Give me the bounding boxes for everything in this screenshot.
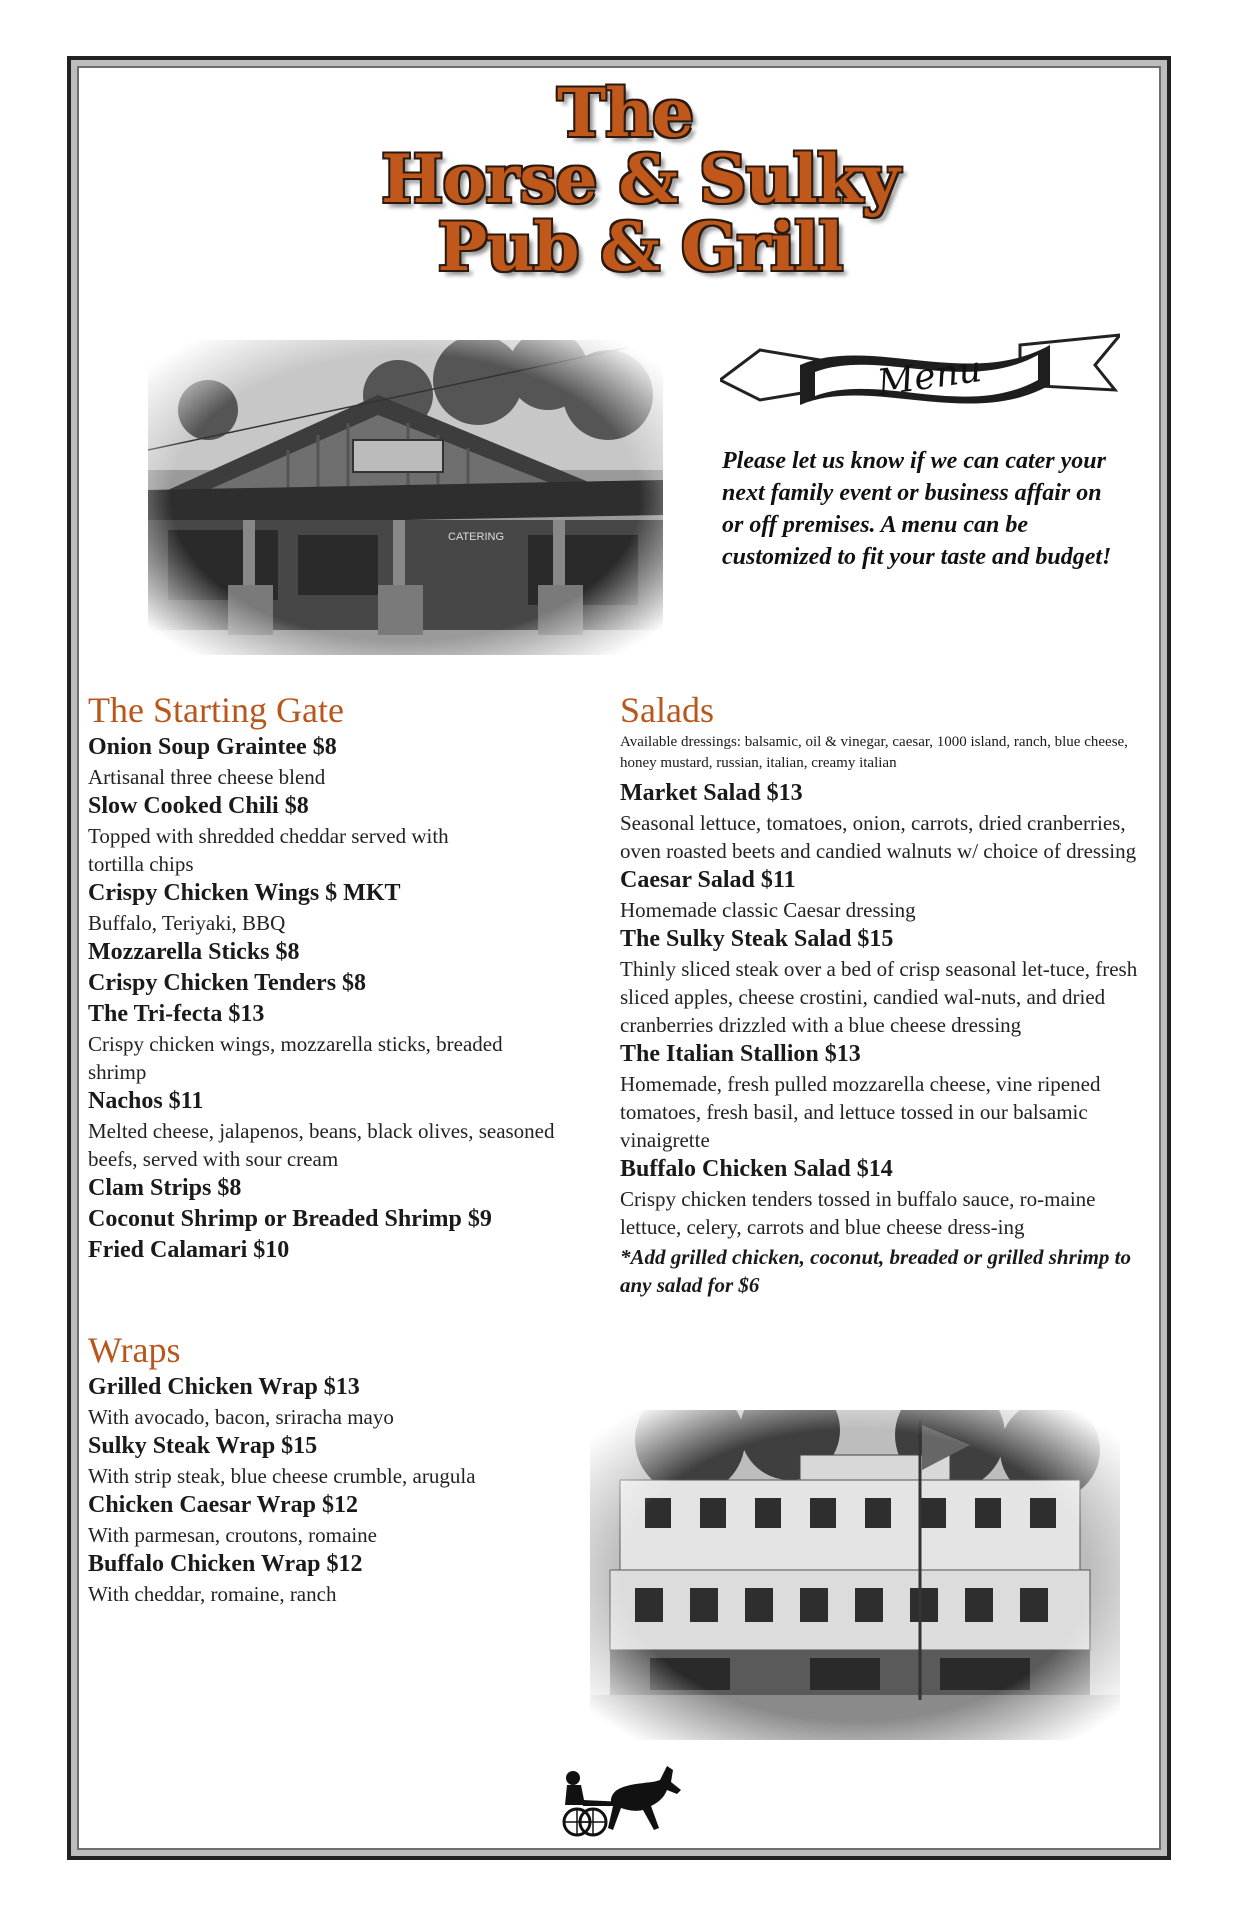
item-name: Crispy Chicken Wings $ MKT	[88, 880, 401, 906]
menu-label: Menu	[874, 348, 985, 405]
item-name: Sulky Steak Wrap $15	[88, 1433, 318, 1459]
item-desc: Topped with shredded cheddar served with tortilla chips	[88, 824, 449, 876]
item-name: Fried Calamari $10	[88, 1237, 290, 1263]
menu-item	[88, 999, 608, 1086]
title-line-1: The	[556, 74, 694, 152]
horse-and-sulky-icon	[555, 1760, 685, 1840]
restaurant-title	[340, 74, 940, 286]
menu-item	[88, 1549, 608, 1608]
item-name: Grilled Chicken Wrap $13	[88, 1374, 360, 1400]
menu-item	[88, 1086, 608, 1173]
title-line-2: Horse & Sulky	[381, 140, 899, 218]
right-column	[620, 688, 1150, 1320]
menu-item	[88, 791, 608, 878]
left-column	[88, 688, 608, 1608]
item-name: Onion Soup Graintee $8	[88, 734, 337, 760]
item-name: Nachos $11	[88, 1088, 204, 1114]
item-desc: Crispy chicken tenders tossed in buffalo sauce, ro-maine lettuce, celery, carrots and blue cheese dress-ing	[620, 1187, 1096, 1239]
item-name: Market Salad $13	[620, 780, 803, 806]
item-name: Clam Strips $8	[88, 1175, 242, 1201]
item-name: Chicken Caesar Wrap $12	[88, 1492, 359, 1518]
item-desc: Melted cheese, jalapenos, beans, black olives, seasoned beefs, served with sour cream	[88, 1119, 555, 1171]
item-desc: With cheddar, romaine, ranch	[88, 1582, 337, 1606]
menu-item	[88, 1490, 608, 1549]
item-name: The Italian Stallion $13	[620, 1041, 861, 1067]
menu-item	[88, 732, 608, 791]
wraps-title: Wraps	[88, 1330, 181, 1370]
menu-item	[88, 1173, 608, 1204]
item-desc: Homemade, fresh pulled mozzarella cheese, vine ripened tomatoes, fresh basil, and lettuce tossed in our balsamic vinaigrette	[620, 1072, 1101, 1152]
title-line-3: Pub & Grill	[437, 208, 843, 286]
item-desc: Buffalo, Teriyaki, BBQ	[88, 911, 286, 935]
menu-item	[88, 878, 608, 937]
item-name: Caesar Salad $11	[620, 867, 796, 893]
inn-building-photo	[590, 1410, 1120, 1740]
menu-item	[620, 924, 1150, 1039]
starting-gate-title: The Starting Gate	[88, 690, 344, 730]
item-desc: Homemade classic Caesar dressing	[620, 898, 916, 922]
salads-title: Salads	[620, 690, 714, 730]
add-protein-note: *Add grilled chicken, coconut, breaded or grilled shrimp to any salad for $6	[620, 1245, 1132, 1297]
menu-item	[88, 1235, 608, 1266]
dressings-note: Available dressings: balsamic, oil & vinegar, caesar, 1000 island, ranch, blue cheese, honey mustard, russian, italian, creamy italian	[620, 734, 1128, 771]
pub-building-photo	[148, 340, 663, 655]
item-name: Mozzarella Sticks $8	[88, 939, 300, 965]
item-desc: Artisanal three cheese blend	[88, 765, 326, 789]
menu-item	[88, 1372, 608, 1431]
wraps-section	[88, 1328, 608, 1608]
menu-item	[620, 865, 1150, 924]
item-name: The Sulky Steak Salad $15	[620, 926, 894, 952]
item-name: Slow Cooked Chili $8	[88, 793, 309, 819]
item-desc: Crispy chicken wings, mozzarella sticks, breaded shrimp	[88, 1032, 503, 1084]
menu-item	[620, 778, 1150, 865]
menu-item	[620, 1154, 1150, 1241]
menu-item	[88, 968, 608, 999]
item-name: Buffalo Chicken Salad $14	[620, 1156, 893, 1182]
item-name: Coconut Shrimp or Breaded Shrimp $9	[88, 1206, 492, 1232]
item-desc: With strip steak, blue cheese crumble, arugula	[88, 1464, 476, 1488]
catering-note: Please let us know if we can cater your next family event or business affair on or off premises. A menu can be customized to fit your taste and budget!	[722, 448, 1112, 570]
item-desc: Thinly sliced steak over a bed of crisp seasonal let-tuce, fresh sliced apples, cheese crostini, candied wal-nuts, and dried cranberries drizzled with a blue cheese dressing	[620, 957, 1138, 1037]
item-desc: With avocado, bacon, sriracha mayo	[88, 1405, 394, 1429]
item-desc: Seasonal lettuce, tomatoes, onion, carrots, dried cranberries, oven roasted beets and candied walnuts w/ choice of dressing	[620, 811, 1137, 863]
item-desc: With parmesan, croutons, romaine	[88, 1523, 377, 1547]
menu-item	[620, 1039, 1150, 1154]
menu-ribbon-banner	[720, 330, 1120, 430]
menu-item	[88, 1204, 608, 1235]
item-name: Crispy Chicken Tenders $8	[88, 970, 367, 996]
item-name: The Tri-fecta $13	[88, 1001, 265, 1027]
menu-item	[88, 937, 608, 968]
item-name: Buffalo Chicken Wrap $12	[88, 1551, 363, 1577]
menu-item	[88, 1431, 608, 1490]
